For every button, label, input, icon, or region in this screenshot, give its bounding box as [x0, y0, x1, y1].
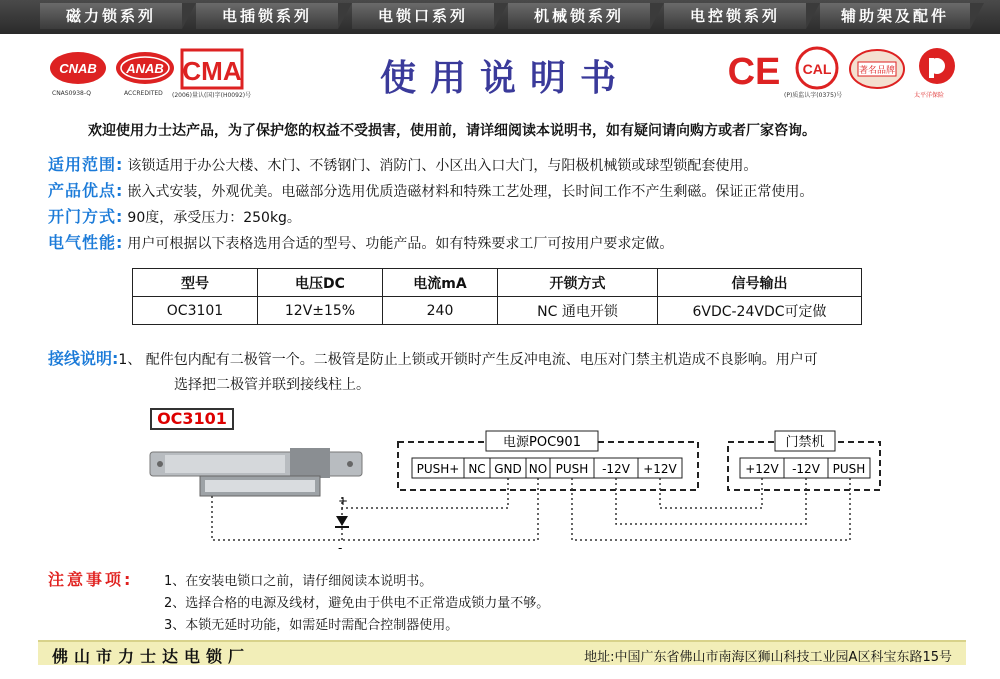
terminal-push: PUSH: [555, 462, 589, 476]
access-controller-title: 门禁机: [785, 435, 825, 450]
header-unlock-mode: 开锁方式: [498, 269, 658, 297]
cell-signal-output: 6VDC-24VDC可定做: [658, 297, 862, 325]
brand-p-caption: 太平洋保险: [914, 92, 945, 99]
terminal-no: NO: [528, 462, 548, 476]
terminal-push-plus: PUSH+: [416, 462, 460, 476]
tab-magnetic-lock[interactable]: 磁力锁系列: [40, 3, 182, 29]
terminal-minus-12v: -12V: [602, 462, 630, 476]
lock-image: [150, 448, 362, 496]
footer-address: 地址:中国广东省佛山市南海区狮山科技工业园A区科宝东路15号: [584, 650, 952, 665]
note-item-2: 2、选择合格的电源及线材，避免由于供电不正常造成锁力量不够。: [164, 596, 550, 611]
tab-mechanical-lock[interactable]: 机械锁系列: [508, 3, 650, 29]
note-item-3: 3、本锁无延时功能，如需延时需配合控制器使用。: [164, 618, 459, 633]
tab-electric-bolt[interactable]: 电插锁系列: [196, 3, 338, 29]
terminal-nc: NC: [468, 462, 486, 476]
anab-text: ANAB: [126, 61, 164, 76]
diode-minus-label: -: [338, 541, 343, 555]
section-electrical-text: 用户可根据以下表格选用合适的型号、功能产品。如有特殊要求工厂可按用户要求定做。: [127, 236, 674, 252]
note-item-1: 1、在安装电锁口之前，请仔细阅读本说明书。: [164, 574, 433, 589]
famous-brand-text: 著名品牌: [858, 66, 896, 76]
access-terminal-plus-12v: +12V: [745, 462, 779, 476]
terminal-gnd: GND: [494, 462, 522, 476]
tab-accessories[interactable]: 辅助架及配件: [820, 3, 970, 29]
cell-model: OC3101: [133, 297, 258, 325]
power-supply-title: 电源POC901: [503, 435, 581, 450]
anab-caption: ACCREDITED: [124, 90, 163, 97]
wiring-item1-line1: 1、 配件包内配有二极管一个。二极管是防止上锁或开锁时产生反冲电流、电压对门禁主机造成不良影响。用户可: [118, 352, 818, 368]
ce-text: CE: [727, 51, 781, 92]
footer-bar: [38, 640, 966, 665]
section-electrical-label: 电气性能:: [48, 233, 124, 252]
header-model: 型号: [133, 269, 258, 297]
cell-voltage: 12V±15%: [258, 297, 383, 325]
cnab-caption: CNAS0938-Q: [52, 90, 91, 97]
terminal-plus-12v: +12V: [643, 462, 677, 476]
cell-unlock-mode: NC 通电开锁: [498, 297, 658, 325]
wiring-label: 接线说明:: [48, 349, 119, 368]
header-voltage: 电压DC: [258, 269, 383, 297]
intro-text: 欢迎使用力士达产品，为了保护您的权益不受损害，使用前，请详细阅读本说明书，如有疑问请向购方或者厂家咨询。: [88, 123, 816, 139]
section-advantages-label: 产品优点:: [48, 181, 124, 200]
cal-caption: (P)质监认字(0375)号: [784, 92, 843, 99]
power-terminals: [412, 458, 682, 478]
section-scope-label: 适用范围:: [48, 155, 124, 174]
section-opening-text: 90度，承受压力：250kg。: [127, 210, 301, 226]
cma-text: CMA: [182, 56, 242, 86]
notes-label: 注意事项:: [48, 570, 134, 589]
section-advantages-text: 嵌入式安装，外观优美。电磁部分选用优质造磁材料和特殊工艺处理，长时间工作不产生剩磁。保证正常使用。: [127, 184, 814, 200]
diode-plus-label: +: [338, 494, 349, 508]
tab-electric-strike[interactable]: 电锁口系列: [352, 3, 494, 29]
tab-control-lock[interactable]: 电控锁系列: [664, 3, 806, 29]
diode-icon: [335, 516, 349, 527]
cma-caption: (2006)量认(国)字(H0092)号: [172, 92, 252, 99]
footer-company: 佛山市力士达电锁厂: [52, 647, 251, 666]
cell-current: 240: [383, 297, 498, 325]
wiring-item1-line2: 选择把二极管并联到接线柱上。: [174, 377, 370, 393]
cal-text: CAL: [802, 61, 832, 77]
model-label: OC3101: [150, 408, 234, 430]
access-terminals: [740, 458, 870, 478]
section-opening-label: 开门方式:: [48, 207, 124, 226]
page-title: 使用说明书: [379, 57, 630, 99]
header-signal-output: 信号输出: [658, 269, 862, 297]
access-terminal-push: PUSH: [832, 462, 866, 476]
access-terminal-minus-12v: -12V: [792, 462, 820, 476]
section-scope-text: 该锁适用于办公大楼、木门、不锈钢门、消防门、小区出入口大门，与阳极机械锁或球型锁配套使用。: [127, 158, 758, 174]
cnab-text: CNAB: [59, 61, 97, 76]
header-current: 电流mA: [383, 269, 498, 297]
